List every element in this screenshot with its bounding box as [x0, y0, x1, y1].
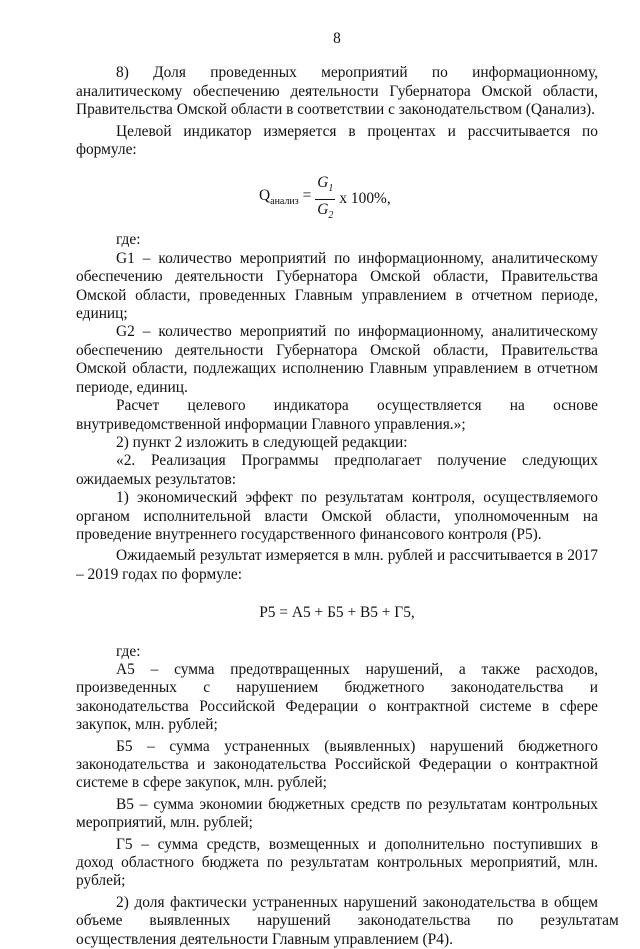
- formula-q-analysis: [76, 169, 598, 227]
- where-label-2: где:: [116, 642, 141, 660]
- where-label: где:: [116, 231, 141, 249]
- formula-fraction: [315, 173, 335, 224]
- paragraph-expected: Ожидаемый результат измеряется в млн. рублей и рассчитывается в 2017 – 2019 годах по формуле:: [76, 547, 598, 583]
- formula-p5: Р5 = А5 + Б5 + В5 + Г5,: [259, 604, 415, 622]
- fraction-numerator: $G_1$: [315, 173, 335, 199]
- definition-g5: Г5 – сумма средств, возмещенных и дополнительно поступивших в доход областного бюджета по результатам контрольных мероприятий, млн. рублей;: [76, 835, 598, 890]
- definition-b5: Б5 – сумма устраненных (выявленных) нарушений бюджетного законодательства и законодательства Российской Федерации о контрактной системе в сфере закупок, млн. рублей;: [76, 737, 598, 792]
- paragraph-indicator-measure: Целевой индикатор измеряется в процентах и рассчитывается по формуле:: [76, 122, 598, 159]
- paragraph-calculation: Расчет целевого индикатора осуществляется на основе внутриведомственной информации Главного управления.»;: [76, 397, 598, 433]
- definition-a5: А5 – сумма предотвращенных нарушений, а также расходов, произведенных с нарушением бюджетного законодательства и законодательства Российской Федерации о контрактной системе в сфере закупок, млн. рублей;: [76, 660, 598, 734]
- paragraph-result-2: 2) доля фактически устраненных нарушений законодательства в общем объеме выявленных нарушений законодательства по результатам осуществления деятельности Главным управлением (Р4).: [76, 893, 619, 948]
- paragraph-item-2: 2) пункт 2 изложить в следующей редакции:: [116, 433, 408, 451]
- paragraph-result-1: 1) экономический эффект по результатам контроля, осуществляемого органом исполнительной власти Омской области, уполномоченным на проведение внутреннего государственного финансового контроля (Р5).: [76, 489, 598, 543]
- page-number: 8: [333, 30, 341, 47]
- formula-lhs: $Q_{анализ}$ =: [259, 186, 312, 207]
- fraction-denominator: $G_2$: [317, 200, 334, 221]
- paragraph-indicator-8: 8) Доля проведенных мероприятий по информационному, аналитическому обеспечению деятельности Губернатора Омской области, Правительства Омской области в соответствии с законодательством (Qанализ).: [76, 64, 598, 119]
- paragraph-quote: «2. Реализация Программы предполагает получение следующих ожидаемых результатов:: [76, 452, 598, 488]
- definition-g2: G2 – количество мероприятий по информационному, аналитическому обеспечению деятельности Губернатора Омской области, Правительства Омской области, подлежащих исполнению Главным управлением в отчетном периоде, единиц.: [76, 323, 598, 396]
- definition-v5: В5 – сумма экономии бюджетных средств по результатам контрольных мероприятий, млн. рублей;: [76, 795, 598, 832]
- definition-g1: G1 – количество мероприятий по информационному, аналитическому обеспечению деятельности Губернатора Омской области, Правительства Омской области, проведенных Главным управлением в отчетном периоде, единиц;: [76, 249, 598, 323]
- formula-rhs: x 100%,: [339, 189, 391, 207]
- document-page: [76, 30, 619, 949]
